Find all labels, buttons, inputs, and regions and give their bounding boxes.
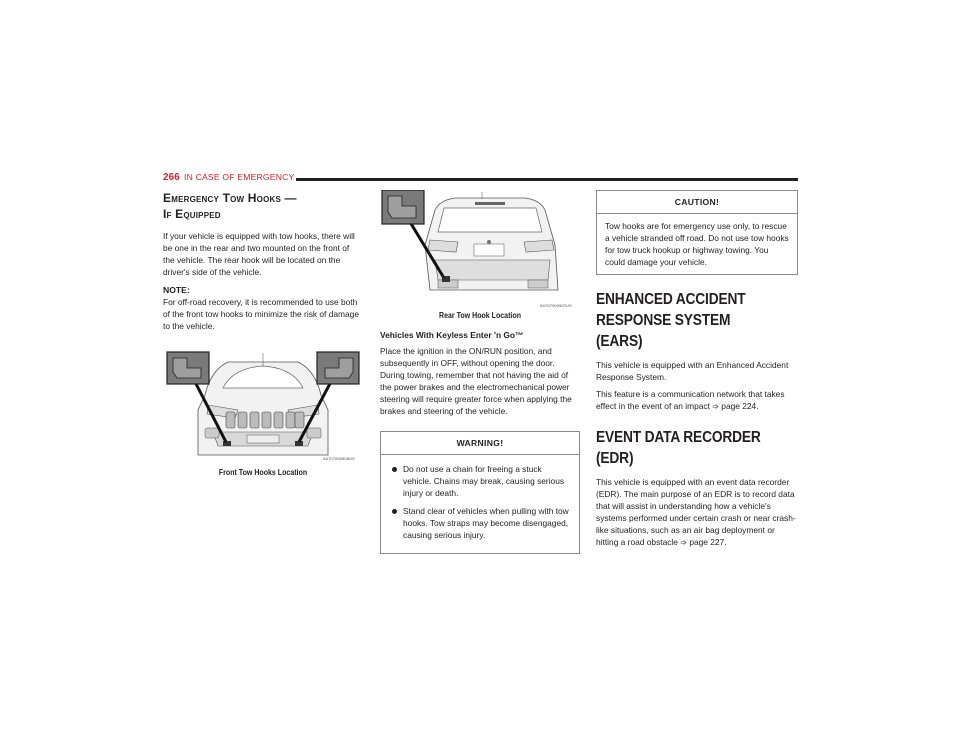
front-vehicle-illustration	[163, 350, 363, 465]
page-header	[163, 172, 798, 186]
note-label: NOTE:	[163, 285, 190, 295]
arrow-right-icon: ➩	[712, 402, 719, 411]
column-right	[596, 190, 798, 549]
column-left	[163, 190, 363, 478]
tow-hooks-title	[163, 190, 363, 222]
ears-paragraph-2-text: This feature is a communication network that takes effect in the event of an impact	[596, 389, 785, 411]
front-figure-caption: Front Tow Hooks Location	[218, 468, 308, 477]
warning-title: WARNING!	[381, 432, 579, 455]
tow-hooks-title-line2: If Equipped	[163, 207, 221, 221]
warning-item-text: Do not use a chain for freeing a stuck vehicle. Chains may break, causing serious injury or death.	[403, 464, 565, 498]
bullet-icon	[392, 509, 397, 514]
caution-text: Tow hooks are for emergency use only, to rescue a vehicle stranded off road. Do not use tow hooks for tow truck hookup or highway towing. You could damage your vehicle.	[605, 221, 789, 267]
ears-page-ref[interactable]: page 224.	[721, 401, 759, 411]
ears-title-line2: (EARS)	[596, 333, 643, 350]
ears-title-line1: ENHANCED ACCIDENT RESPONSE SYSTEM	[596, 291, 746, 329]
keyless-heading: Vehicles With Keyless Enter 'n Go™	[380, 330, 524, 340]
bullet-icon	[392, 467, 397, 472]
header-rule	[296, 178, 798, 181]
note-text: For off-road recovery, it is recommended to use both of the front tow hooks to minimize the risk of damage to the vehicle.	[163, 297, 359, 331]
tow-hooks-title-line1: Emergency Tow Hooks —	[163, 191, 297, 205]
warning-item	[389, 505, 571, 541]
rear-figure-id: A0707000907US	[540, 303, 572, 308]
edr-paragraph	[596, 476, 798, 549]
warning-item	[389, 463, 571, 499]
page-number: 266	[163, 172, 180, 183]
front-figure-id: A0707000906US	[323, 456, 355, 461]
tow-hooks-intro: If your vehicle is equipped with tow hooks, there will be one in the rear and two mounted on the front of the vehicle. The rear hook will be located on the driver's side of the vehicle.	[163, 231, 355, 277]
arrow-right-icon: ➩	[680, 538, 687, 547]
caution-title: CAUTION!	[597, 191, 797, 214]
front-tow-hooks-figure	[163, 350, 363, 465]
ears-paragraph-2	[596, 388, 798, 413]
edr-page-ref[interactable]: page 227.	[689, 537, 727, 547]
edr-text: This vehicle is equipped with an event data recorder (EDR). The main purpose of an EDR is to record data that will assist in understanding how a vehicle's systems performed under certain crash or near crash-like situations, such as an air bag deployment or hitting a road obstacle	[596, 477, 796, 547]
keyless-text: Place the ignition in the ON/RUN position, and subsequently in OFF, without opening the door. During towing, remember that not having the aid of the power brakes and the electromechanical power steering will require greater force when applying the brakes and steering of the vehicle.	[380, 346, 572, 416]
edr-title: EVENT DATA RECORDER (EDR)	[596, 429, 761, 467]
rear-figure-caption: Rear Tow Hook Location	[438, 311, 522, 320]
ears-title	[596, 289, 796, 352]
warning-box	[380, 431, 580, 554]
warning-item-text: Stand clear of vehicles when pulling with tow hooks. Tow straps may become disengaged, causing serious injury.	[403, 506, 569, 540]
rear-tow-hook-figure	[380, 190, 580, 310]
rear-vehicle-illustration	[380, 190, 580, 310]
column-middle	[380, 190, 580, 554]
section-title: IN CASE OF EMERGENCY	[184, 172, 295, 182]
ears-paragraph-1: This vehicle is equipped with an Enhanced Accident Response System.	[596, 360, 789, 382]
caution-box	[596, 190, 798, 275]
